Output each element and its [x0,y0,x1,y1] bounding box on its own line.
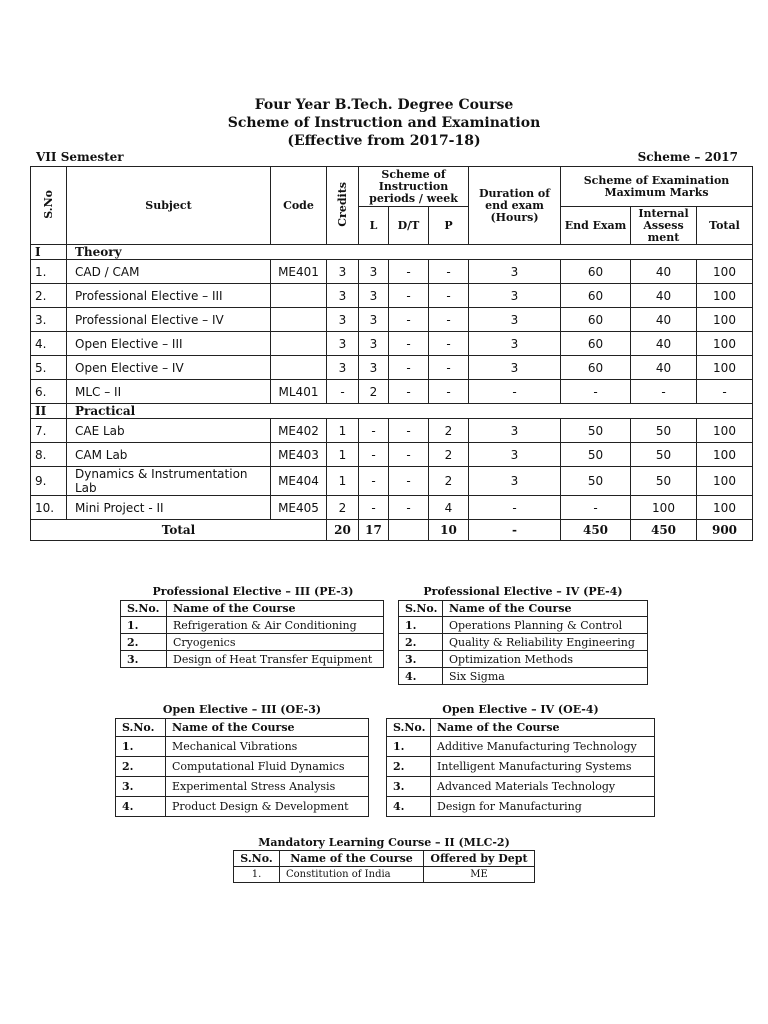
cell-end-exam: 60 [561,284,631,308]
mlc-row [234,867,535,883]
total-l: 17 [359,520,389,541]
mlc-header-dept: Offered by Dept [424,851,535,867]
section-row [31,245,753,260]
header-l: L [359,207,389,245]
cell-end-exam: - [561,380,631,404]
cell-subject: Dynamics & Instrumentation Lab [67,467,271,496]
cell-credits: - [327,380,359,404]
oe3-caption: Open Elective – III (OE-3) [162,703,322,716]
section-number: I [31,245,67,260]
oe3-header-name: Name of the Course [166,719,369,737]
cell-l: - [359,419,389,443]
mlc-caption: Mandatory Learning Course – II (MLC-2) [258,836,510,849]
cell-end-exam: 60 [561,356,631,380]
cell-l: 3 [359,332,389,356]
course-number: 3. [121,651,167,668]
oe3-row [116,797,369,817]
course-number: 4. [387,797,431,817]
cell-internal: 40 [631,356,697,380]
oe4-row [387,797,655,817]
cell-code: ME405 [271,496,327,520]
cell-sno: 5. [31,356,67,380]
cell-credits: 3 [327,308,359,332]
total-end-exam: 450 [561,520,631,541]
mlc-table [233,850,535,883]
course-name: Advanced Materials Technology [431,777,655,797]
course-name: Additive Manufacturing Technology [431,737,655,757]
cell-code: ML401 [271,380,327,404]
total-duration: - [469,520,561,541]
oe4-header-sno: S.No. [387,719,431,737]
pe3-row [121,651,384,668]
cell-dt: - [389,467,429,496]
oe4-header-name: Name of the Course [431,719,655,737]
cell-code [271,356,327,380]
oe4-table [386,718,655,817]
cell-sno: 3. [31,308,67,332]
semester-label: VII Semester [36,150,124,164]
course-name: Constitution of India [280,867,424,883]
course-number: 1. [121,617,167,634]
cell-l: 3 [359,356,389,380]
header-subject: Subject [67,167,271,245]
cell-duration: 3 [469,356,561,380]
cell-total: 100 [697,443,753,467]
cell-sno: 7. [31,419,67,443]
cell-code [271,284,327,308]
cell-dt: - [389,308,429,332]
total-total: 900 [697,520,753,541]
header-instruction: Scheme of Instruction periods / week [359,167,469,207]
header-duration: Duration of end exam (Hours) [469,167,561,245]
oe3-table [115,718,369,817]
cell-internal: 40 [631,332,697,356]
header-end-exam: End Exam [561,207,631,245]
cell-l: - [359,443,389,467]
cell-end-exam: - [561,496,631,520]
oe4-row [387,757,655,777]
course-name: Design for Manufacturing [431,797,655,817]
cell-total: 100 [697,356,753,380]
cell-subject: CAD / CAM [67,260,271,284]
pe4-row [399,617,648,634]
cell-end-exam: 50 [561,467,631,496]
oe3-row [116,777,369,797]
cell-subject: CAE Lab [67,419,271,443]
total-internal: 450 [631,520,697,541]
cell-duration: - [469,496,561,520]
oe3-header-sno: S.No. [116,719,166,737]
course-name: Six Sigma [443,668,648,685]
cell-p: - [429,332,469,356]
course-number: 1. [387,737,431,757]
cell-dt: - [389,380,429,404]
cell-duration: 3 [469,332,561,356]
cell-p: - [429,356,469,380]
document-subtitle: Scheme of Instruction and Examination [227,115,541,131]
course-name: Refrigeration & Air Conditioning [167,617,384,634]
course-number: 2. [121,634,167,651]
course-number: 3. [387,777,431,797]
cell-sno: 9. [31,467,67,496]
cell-code [271,332,327,356]
cell-sno: 10. [31,496,67,520]
cell-code: ME403 [271,443,327,467]
cell-end-exam: 50 [561,443,631,467]
oe4-caption: Open Elective – IV (OE-4) [442,703,599,716]
cell-credits: 3 [327,332,359,356]
offered-by-dept: ME [424,867,535,883]
total-p: 10 [429,520,469,541]
mlc-header-sno: S.No. [234,851,280,867]
cell-internal: 100 [631,496,697,520]
total-credits: 20 [327,520,359,541]
cell-p: - [429,380,469,404]
cell-credits: 2 [327,496,359,520]
course-name: Experimental Stress Analysis [166,777,369,797]
header-credits: Credits [327,167,359,245]
course-name: Quality & Reliability Engineering [443,634,648,651]
cell-total: 100 [697,308,753,332]
course-name: Cryogenics [167,634,384,651]
pe4-table [398,600,648,685]
cell-dt: - [389,496,429,520]
cell-duration: - [469,380,561,404]
pe4-caption: Professional Elective – IV (PE-4) [423,585,623,598]
header-internal: Internal Assess ment [631,207,697,245]
cell-end-exam: 60 [561,332,631,356]
cell-total: 100 [697,332,753,356]
course-number: 2. [387,757,431,777]
cell-p: 4 [429,496,469,520]
cell-subject: CAM Lab [67,443,271,467]
table-row [31,380,753,404]
cell-total: 100 [697,496,753,520]
course-number: 1. [234,867,280,883]
document-title: Four Year B.Tech. Degree Course [254,97,514,113]
cell-end-exam: 60 [561,260,631,284]
pe3-caption: Professional Elective – III (PE-3) [152,585,354,598]
table-row [31,467,753,496]
cell-subject: Professional Elective – IV [67,308,271,332]
cell-p: 2 [429,467,469,496]
cell-internal: 40 [631,260,697,284]
header-total: Total [697,207,753,245]
course-name: Mechanical Vibrations [166,737,369,757]
oe3-row [116,737,369,757]
cell-p: 2 [429,419,469,443]
course-number: 3. [399,651,443,668]
effective-year: (Effective from 2017-18) [287,133,481,149]
oe4-row [387,777,655,797]
cell-code [271,308,327,332]
pe4-row [399,634,648,651]
cell-l: - [359,467,389,496]
course-number: 4. [399,668,443,685]
cell-credits: 1 [327,419,359,443]
cell-dt: - [389,419,429,443]
cell-subject: MLC – II [67,380,271,404]
table-row [31,260,753,284]
pe4-row [399,651,648,668]
oe3-row [116,757,369,777]
pe3-row [121,634,384,651]
cell-duration: 3 [469,443,561,467]
cell-code: ME401 [271,260,327,284]
cell-sno: 4. [31,332,67,356]
table-row [31,496,753,520]
cell-p: - [429,308,469,332]
course-name: Product Design & Development [166,797,369,817]
cell-total: 100 [697,284,753,308]
cell-l: 2 [359,380,389,404]
cell-dt: - [389,443,429,467]
cell-end-exam: 50 [561,419,631,443]
mlc-header-name: Name of the Course [280,851,424,867]
course-number: 4. [116,797,166,817]
cell-subject: Open Elective – III [67,332,271,356]
cell-subject: Open Elective – IV [67,356,271,380]
cell-code: ME404 [271,467,327,496]
header-code: Code [271,167,327,245]
cell-l: 3 [359,260,389,284]
cell-end-exam: 60 [561,308,631,332]
cell-dt: - [389,284,429,308]
cell-duration: 3 [469,308,561,332]
cell-duration: 3 [469,284,561,308]
course-number: 1. [399,617,443,634]
cell-total: 100 [697,419,753,443]
cell-internal: 40 [631,308,697,332]
section-number: II [31,404,67,419]
table-row [31,443,753,467]
cell-credits: 1 [327,467,359,496]
cell-l: 3 [359,284,389,308]
section-row [31,404,753,419]
oe4-row [387,737,655,757]
cell-credits: 3 [327,260,359,284]
table-row [31,284,753,308]
cell-p: 2 [429,443,469,467]
course-name: Optimization Methods [443,651,648,668]
header-p: P [429,207,469,245]
cell-l: 3 [359,308,389,332]
cell-duration: 3 [469,467,561,496]
pe3-header-sno: S.No. [121,601,167,617]
course-name: Computational Fluid Dynamics [166,757,369,777]
cell-sno: 1. [31,260,67,284]
cell-code: ME402 [271,419,327,443]
cell-sno: 2. [31,284,67,308]
cell-internal: - [631,380,697,404]
table-row [31,356,753,380]
total-dt [389,520,429,541]
cell-internal: 50 [631,419,697,443]
scheme-label: Scheme – 2017 [637,150,738,164]
table-row [31,308,753,332]
pe4-row [399,668,648,685]
cell-p: - [429,284,469,308]
cell-l: - [359,496,389,520]
cell-total: 100 [697,260,753,284]
pe3-table [120,600,384,668]
cell-internal: 50 [631,443,697,467]
cell-internal: 40 [631,284,697,308]
section-label: Theory [67,245,753,260]
header-examination: Scheme of Examination Maximum Marks [561,167,753,207]
course-number: 3. [116,777,166,797]
course-name: Operations Planning & Control [443,617,648,634]
total-row [31,520,753,541]
cell-total: 100 [697,467,753,496]
cell-dt: - [389,260,429,284]
total-label: Total [31,520,327,541]
cell-sno: 8. [31,443,67,467]
pe4-header-name: Name of the Course [443,601,648,617]
cell-total: - [697,380,753,404]
header-dt: D/T [389,207,429,245]
cell-internal: 50 [631,467,697,496]
pe4-header-sno: S.No. [399,601,443,617]
cell-sno: 6. [31,380,67,404]
cell-p: - [429,260,469,284]
header-sno: S.No [31,167,67,245]
table-row [31,332,753,356]
cell-duration: 3 [469,419,561,443]
course-number: 2. [399,634,443,651]
course-name: Intelligent Manufacturing Systems [431,757,655,777]
course-number: 1. [116,737,166,757]
pe3-row [121,617,384,634]
course-name: Design of Heat Transfer Equipment [167,651,384,668]
cell-subject: Mini Project - II [67,496,271,520]
cell-credits: 3 [327,284,359,308]
cell-subject: Professional Elective – III [67,284,271,308]
table-row [31,419,753,443]
pe3-header-name: Name of the Course [167,601,384,617]
cell-credits: 3 [327,356,359,380]
scheme-table [30,166,753,541]
cell-credits: 1 [327,443,359,467]
section-label: Practical [67,404,753,419]
cell-dt: - [389,332,429,356]
course-number: 2. [116,757,166,777]
cell-duration: 3 [469,260,561,284]
cell-dt: - [389,356,429,380]
